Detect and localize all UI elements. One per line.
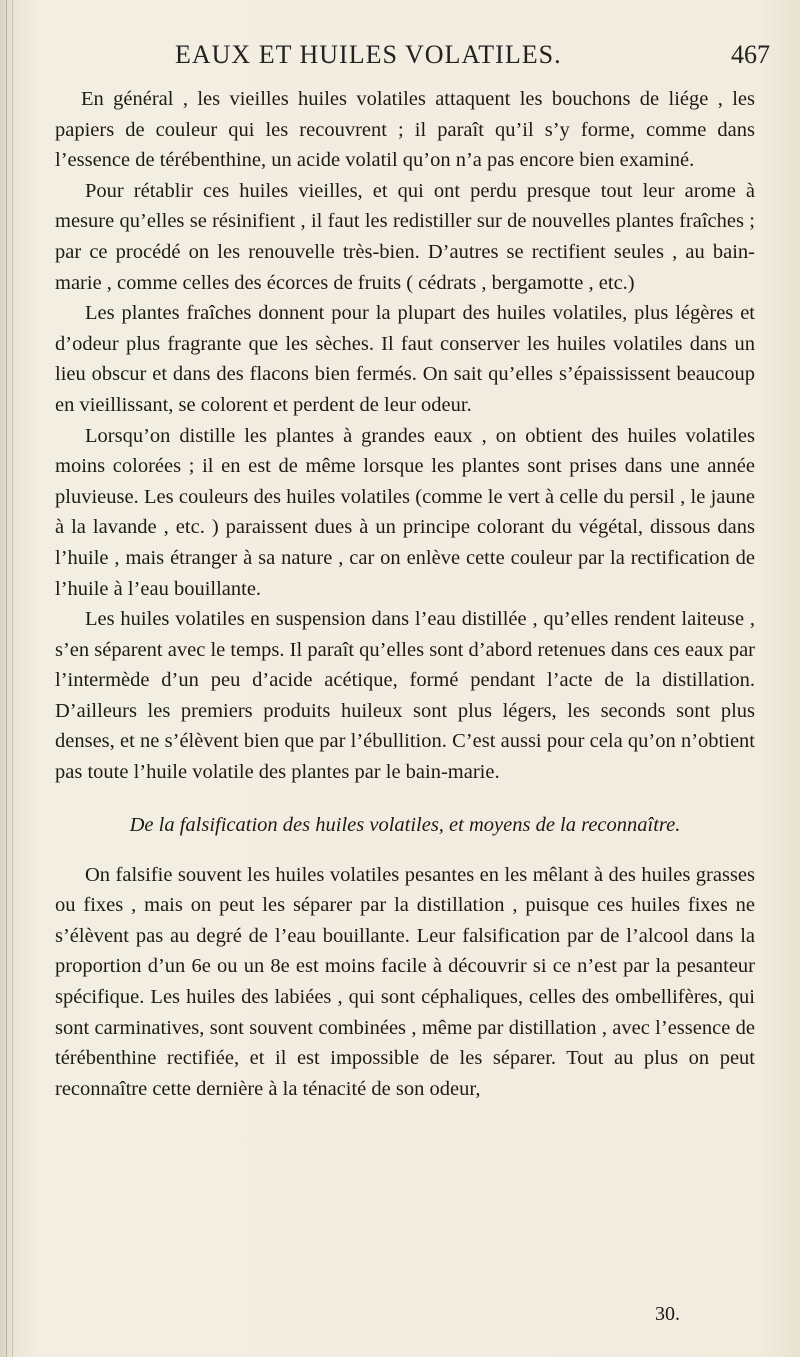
catchword: 30. [655, 1303, 680, 1325]
paragraph: Lorsqu’on distille les plantes à grandes eaux , on obtient des huiles volatiles moins colorées ; il en est de même lorsque les plantes sont prises dans une année pluvieuse. Les couleurs des huiles volatiles (comme le vert à celle du persil , le jaune à la lavande , etc. ) paraissent dues à un principe colorant du végétal, dissous dans l’huile , mais étranger à sa nature , car on enlève cette couleur par la rectification de l’huile à l’eau bouillante. [55, 424, 755, 600]
paragraph: Pour rétablir ces huiles vieilles, et qui ont perdu presque tout leur arome à mesure qu’elles se résinifient , il faut les redistiller sur de nouvelles plantes fraîches ; par ce procédé on les renouvelle très-bien. D’autres se rectifient seules , au bain-marie , comme celles des écorces de fruits ( cédrats , bergamotte , etc.) [55, 179, 755, 294]
page-number: 467 [731, 40, 770, 69]
running-title: EAUX ET HUILES VOLATILES. [175, 40, 562, 69]
body-text [55, 84, 755, 1104]
gutter-edge [12, 0, 13, 1357]
paragraph: On falsifie souvent les huiles volatiles pesantes en les mêlant à des huiles grasses ou fixes , mais on peut les séparer par la distillation , puisque ces huiles fixes ne s’élèvent pas au degré de l’eau bouillante. Leur falsification par de l’alcool dans la proportion d’un 6e ou un 8e est moins facile à découvrir si ce n’est par la pesanteur spécifique. Les huiles des labiées , qui sont céphaliques, celles des ombellifères, qui sont carminatives, sont souvent combinées , même par distillation , avec l’essence de térébenthine rectifiée, et il est impossible de les séparer. Tout au plus on peut reconnaître cette dernière à la ténacité de son odeur, [55, 863, 755, 1100]
section-heading: De la falsification des huiles volatiles, et moyens de la reconnaître. [129, 813, 681, 836]
paragraph: Les plantes fraîches donnent pour la plupart des huiles volatiles, plus légères et d’odeur plus fragrante que les sèches. Il faut conserver les huiles volatiles dans un lieu obscur et dans des flacons bien fermés. On sait qu’elles s’épaississent beaucoup en vieillissant, se colorent et perdent de leur odeur. [55, 302, 755, 416]
page-header [70, 40, 780, 80]
paragraph: En général , les vieilles huiles volatiles attaquent les bouchons de liége , les papiers de couleur qui les recouvrent ; il paraît qu’il s’y forme, comme dans l’essence de térébenthine, un acide volatil qu’on n’a pas encore bien examiné. [55, 88, 755, 172]
gutter-edge [6, 0, 7, 1357]
paragraph: Les huiles volatiles en suspension dans l’eau distillée , qu’elles rendent laiteuse , s’en séparent avec le temps. Il paraît qu’elles sont d’abord retenues dans ces eaux par l’intermède d’un peu d’acide acétique, formé pendant l’acte de la distillation. D’ailleurs les premiers produits huileux sont plus légers, les seconds sont plus denses, et ne s’élèvent bien que par l’ébullition. C’est aussi pour cela qu’on n’obtient pas toute l’huile volatile des plantes par le bain-marie. [55, 608, 755, 784]
